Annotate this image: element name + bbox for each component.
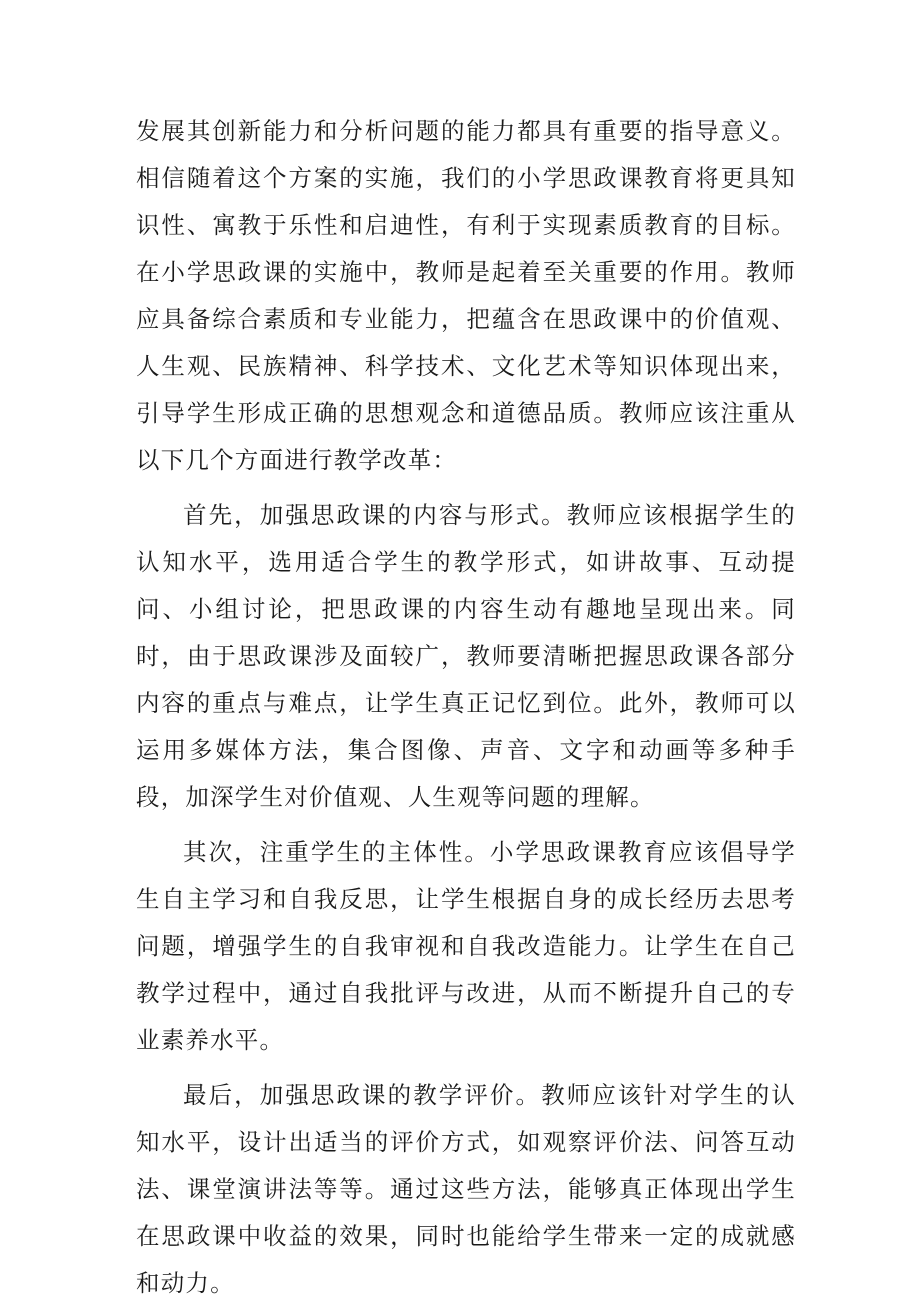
paragraph-first: 首先，加强思政课的内容与形式。教师应该根据学生的认知水平，选用适合学生的教学形式，如讲故事、互动提问、小组讨论，把思政课的内容生动有趣地呈现出来。同时，由于思政课涉及面较广，教师要清晰把握思政课各部分内容的重点与难点，让学生真正记忆到位。此外，教师可以运用多媒体方法，集合图像、声音、文字和动画等多种手段，加深学生对价值观、人生观等问题的理解。	[136, 501, 796, 811]
paragraph-second: 其次，注重学生的主体性。小学思政课教育应该倡导学生自主学习和自我反思，让学生根据自身的成长经历去思考问题，增强学生的自我审视和自我改造能力。让学生在自己教学过程中，通过自我批评与改进，从而不断提升自己的专业素养水平。	[136, 838, 796, 1054]
body-text	[136, 108, 796, 1307]
paragraph-last: 最后，加强思政课的教学评价。教师应该针对学生的认知水平，设计出适当的评价方式，如观察评价法、问答互动法、课堂演讲法等等。通过这些方法，能够真正体现出学生在思政课中收益的效果，同时也能给学生带来一定的成就感和动力。	[136, 1081, 796, 1297]
paragraph-intro: 发展其创新能力和分析问题的能力都具有重要的指导意义。相信随着这个方案的实施，我们的小学思政课教育将更具知识性、寓教于乐性和启迪性，有利于实现素质教育的目标。在小学思政课的实施中，教师是起着至关重要的作用。教师应具备综合素质和专业能力，把蕴含在思政课中的价值观、人生观、民族精神、科学技术、文化艺术等知识体现出来，引导学生形成正确的思想观念和道德品质。教师应该注重从以下几个方面进行教学改革：	[136, 117, 796, 474]
